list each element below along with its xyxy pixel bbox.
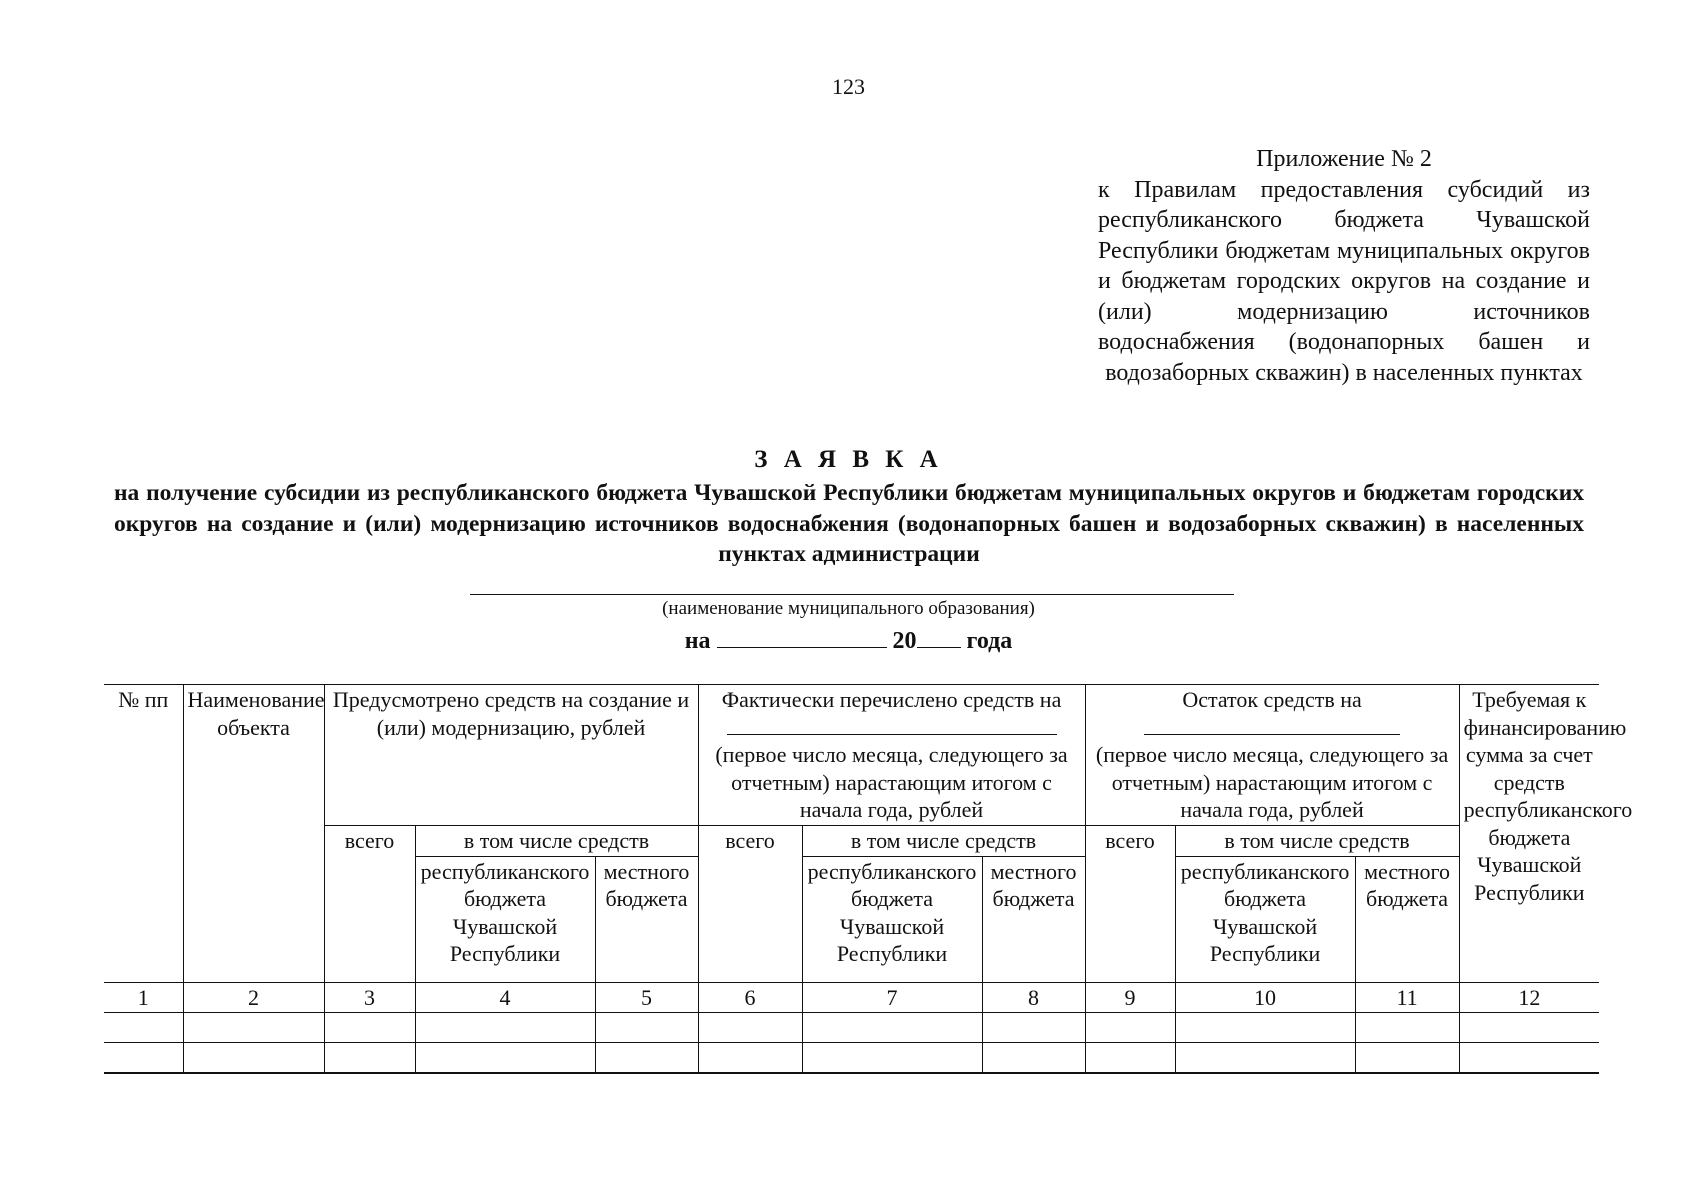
subheader-republic-budget: республиканского бюджета Чувашской Республики <box>415 856 595 982</box>
table-cell[interactable] <box>1085 1013 1175 1043</box>
header-planned-funds: Предусмотрено средств на создание и (или) модернизацию, рублей <box>324 685 698 826</box>
subheader-local-budget: местного бюджета <box>982 856 1085 982</box>
header-required-amount: Требуемая к финансированию сумма за счет средств республиканского бюджета Чувашской Республики <box>1459 685 1599 983</box>
header-balance <box>1085 685 1459 826</box>
column-number: 10 <box>1175 982 1355 1013</box>
balance-note: (первое число месяца, следующего за отчетным) нарастающим итогом с начала года, рублей <box>1095 742 1449 822</box>
subheader-including: в том числе средств <box>415 826 698 857</box>
header-number: № пп <box>104 685 183 983</box>
date-suffix: года <box>966 628 1013 654</box>
subheader-local-budget: местного бюджета <box>595 856 698 982</box>
column-number: 9 <box>1085 982 1175 1013</box>
subheader-including: в том числе средств <box>802 826 1085 857</box>
table-cell[interactable] <box>324 1043 415 1074</box>
column-number: 8 <box>982 982 1085 1013</box>
table-cell[interactable] <box>104 1043 183 1074</box>
balance-date-blank[interactable] <box>1144 714 1400 735</box>
table-cell[interactable] <box>1459 1013 1599 1043</box>
table-cell[interactable] <box>1459 1043 1599 1074</box>
document-subtitle: на получение субсидии из республиканского бюджета Чувашской Республики бюджетам муниципальных округов и бюджетам городских округов на создание и (или) модернизацию источников водоснабжения (водонапорных башен и водозаборных скважин) в населенных пунктах администрации <box>114 480 1584 567</box>
appendix-title: Приложение № 2 <box>1256 146 1432 172</box>
year-blank[interactable] <box>917 625 961 648</box>
column-number: 6 <box>698 982 802 1013</box>
table-cell[interactable] <box>595 1043 698 1074</box>
subheader-republic-budget: республиканского бюджета Чувашской Республики <box>1175 856 1355 982</box>
column-numbers-row <box>104 982 1599 1013</box>
column-number: 3 <box>324 982 415 1013</box>
table-cell[interactable] <box>1175 1013 1355 1043</box>
municipality-blank-line[interactable] <box>470 594 1234 595</box>
table-row[interactable] <box>104 1013 1599 1043</box>
application-table <box>104 684 1633 1074</box>
table-cell[interactable] <box>324 1013 415 1043</box>
column-number: 12 <box>1459 982 1599 1013</box>
column-number: 4 <box>415 982 595 1013</box>
table-cell[interactable] <box>982 1013 1085 1043</box>
table-cell[interactable] <box>415 1013 595 1043</box>
municipality-caption: (наименование муниципального образования) <box>662 598 1035 619</box>
table-cell[interactable] <box>982 1043 1085 1074</box>
table-cell[interactable] <box>1355 1043 1459 1074</box>
table-row[interactable] <box>104 1043 1599 1074</box>
date-year-prefix: 20 <box>892 628 917 654</box>
appendix-text: к Правилам предоставления субсидий из республиканского бюджета Чувашской Республики бюджетам муниципальных округов и бюджетам городских округов на создание и (или) модернизацию источников водоснабжения (водонапорных башен и водозаборных скважин) в населенных пунктах <box>1098 176 1590 386</box>
table-cell[interactable] <box>1085 1043 1175 1074</box>
column-number: 2 <box>183 982 324 1013</box>
actual-prefix: Фактически перечислено средств на <box>721 687 1062 712</box>
table-cell[interactable] <box>595 1013 698 1043</box>
table-cell[interactable] <box>698 1013 802 1043</box>
table-cell[interactable] <box>1175 1043 1355 1074</box>
date-line <box>0 625 1697 655</box>
actual-date-blank[interactable] <box>727 714 1057 735</box>
table-cell[interactable] <box>1355 1013 1459 1043</box>
appendix-block <box>1098 144 1590 388</box>
subheader-total: всего <box>1085 826 1175 983</box>
subheader-republic-budget: республиканского бюджета Чувашской Республики <box>802 856 982 982</box>
subheader-including: в том числе средств <box>1175 826 1459 857</box>
column-number: 5 <box>595 982 698 1013</box>
table-cell[interactable] <box>415 1043 595 1074</box>
page-number: 123 <box>832 74 865 99</box>
header-object-name: Наименование объекта <box>183 685 324 983</box>
table-cell[interactable] <box>104 1013 183 1043</box>
header-actual-transferred <box>698 685 1085 826</box>
column-number: 11 <box>1355 982 1459 1013</box>
subheader-total: всего <box>698 826 802 983</box>
document-title: З А Я В К А <box>754 446 943 473</box>
date-prefix: на <box>684 628 711 654</box>
table-cell[interactable] <box>183 1043 324 1074</box>
table-cell[interactable] <box>802 1013 982 1043</box>
table-cell[interactable] <box>802 1043 982 1074</box>
balance-prefix: Остаток средств на <box>1182 687 1362 712</box>
subheader-total: всего <box>324 826 415 983</box>
subheader-local-budget: местного бюджета <box>1355 856 1459 982</box>
column-number: 7 <box>802 982 982 1013</box>
actual-note: (первое число месяца, следующего за отчетным) нарастающим итогом с начала года, рублей <box>715 742 1068 822</box>
date-blank[interactable] <box>717 625 887 648</box>
table-cell[interactable] <box>183 1013 324 1043</box>
column-number: 1 <box>104 982 183 1013</box>
table-cell[interactable] <box>698 1043 802 1074</box>
